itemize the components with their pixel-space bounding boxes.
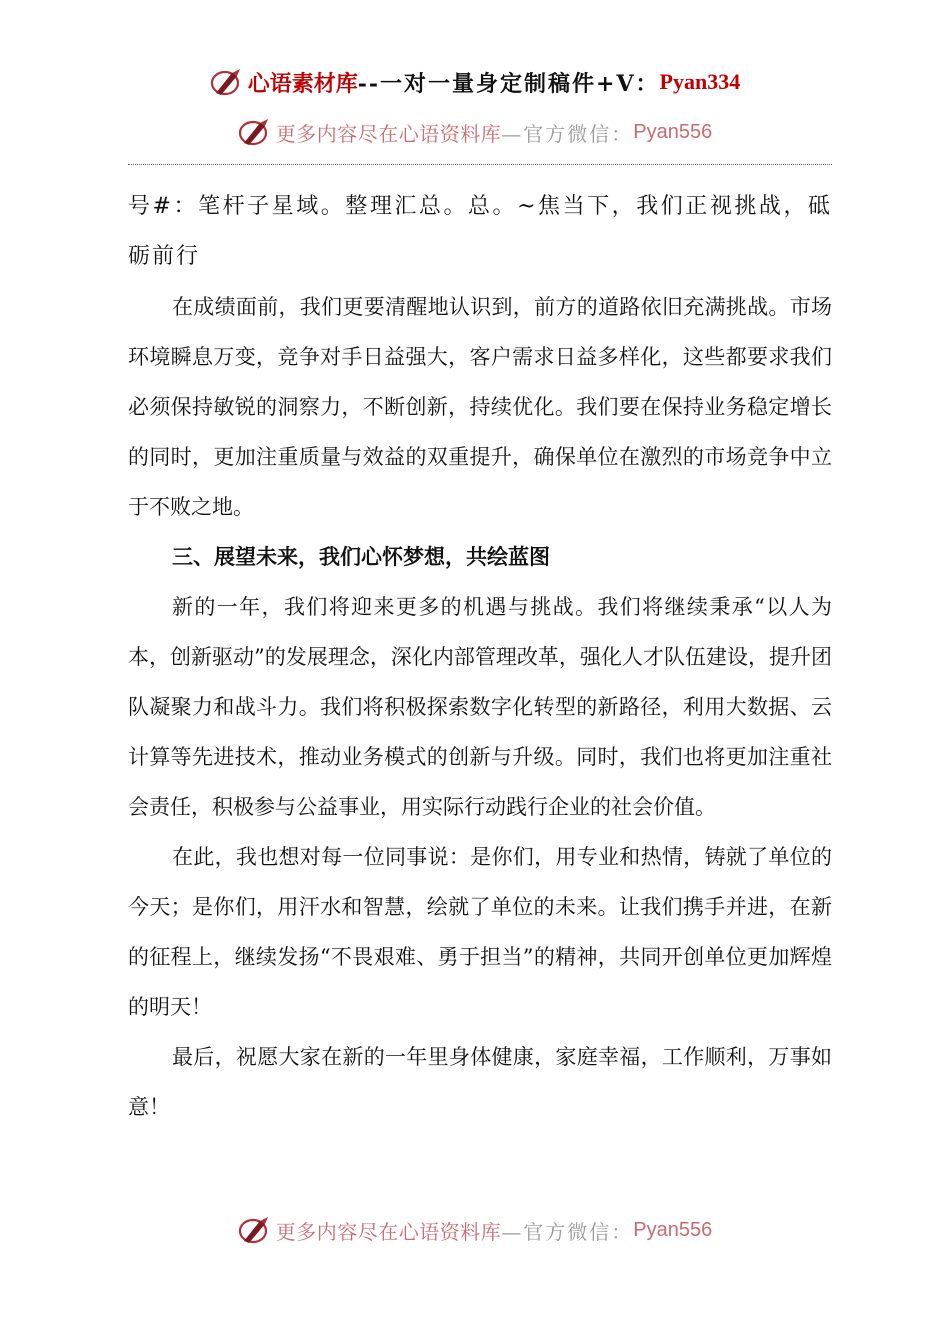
subheader-text: 更多内容尽在心语资料库 (275, 121, 502, 146)
header-brand: 心语素材库 (247, 70, 358, 97)
pen-logo-icon (210, 67, 244, 97)
footer-text: 更多内容尽在心语资料库 (275, 1219, 502, 1244)
paragraph-challenges: 在成绩面前，我们更要清醒地认识到，前方的道路依旧充满挑战。市场环境瞬息万变，竞争对手日益强大，客户需求日益多样化，这些都要求我们必须保持敏锐的洞察力，不断创新，持续优化。我们要在保持业务稳定增长的同时，更加注重质量与效益的双重提升，确保单位在激烈的市场竞争中立于不败之地。 (128, 295, 832, 519)
footer-separator: —官方微信： (501, 1219, 634, 1244)
paragraph-future: 新的一年，我们将迎来更多的机遇与挑战。我们将继续秉承“以人为本，创新驱动”的发展理念，深化内部管理改革，强化人才队伍建设，提升团队凝聚力和战斗力。我们将积极探索数字化转型的新路径，利用大数据、云计算等先进技术，推动业务模式的创新与升级。同时，我们也将更加注重社会责任，积极参与公益事业，用实际行动践行企业的社会价值。 (128, 595, 832, 819)
section-heading-3: 三、展望未来，我们心怀梦想，共绘蓝图 (172, 544, 550, 569)
page-subheader (0, 114, 950, 150)
footer-wechat-id: Pyan556 (633, 1218, 713, 1241)
header-slogan: --一对一量身定制稿件+V： (357, 70, 660, 97)
paragraph-intro: 号#：笔杆子星域。整理汇总。总。~焦当下，我们正视挑战，砥砺前行 (128, 194, 832, 269)
paragraph-wishes: 最后，祝愿大家在新的一年里身体健康，家庭幸福，工作顺利，万事如意！ (128, 1045, 832, 1119)
paragraph-colleagues: 在此，我也想对每一位同事说：是你们，用专业和热情，铸就了单位的今天；是你们，用汗水和智慧，绘就了单位的未来。让我们携手并进，在新的征程上，继续发扬“不畏艰难、勇于担当”的精神，共同开创单位更加辉煌的明天！ (128, 845, 832, 1019)
page-header (0, 62, 950, 102)
header-contact-id: Pyan334 (659, 69, 741, 94)
subheader-wechat-id: Pyan556 (633, 120, 713, 143)
pen-logo-icon (238, 1215, 272, 1245)
page-footer (0, 1212, 950, 1248)
subheader-separator: —官方微信： (501, 121, 634, 146)
header-divider (128, 164, 832, 165)
pen-logo-icon (238, 117, 272, 147)
document-body (128, 182, 832, 1132)
